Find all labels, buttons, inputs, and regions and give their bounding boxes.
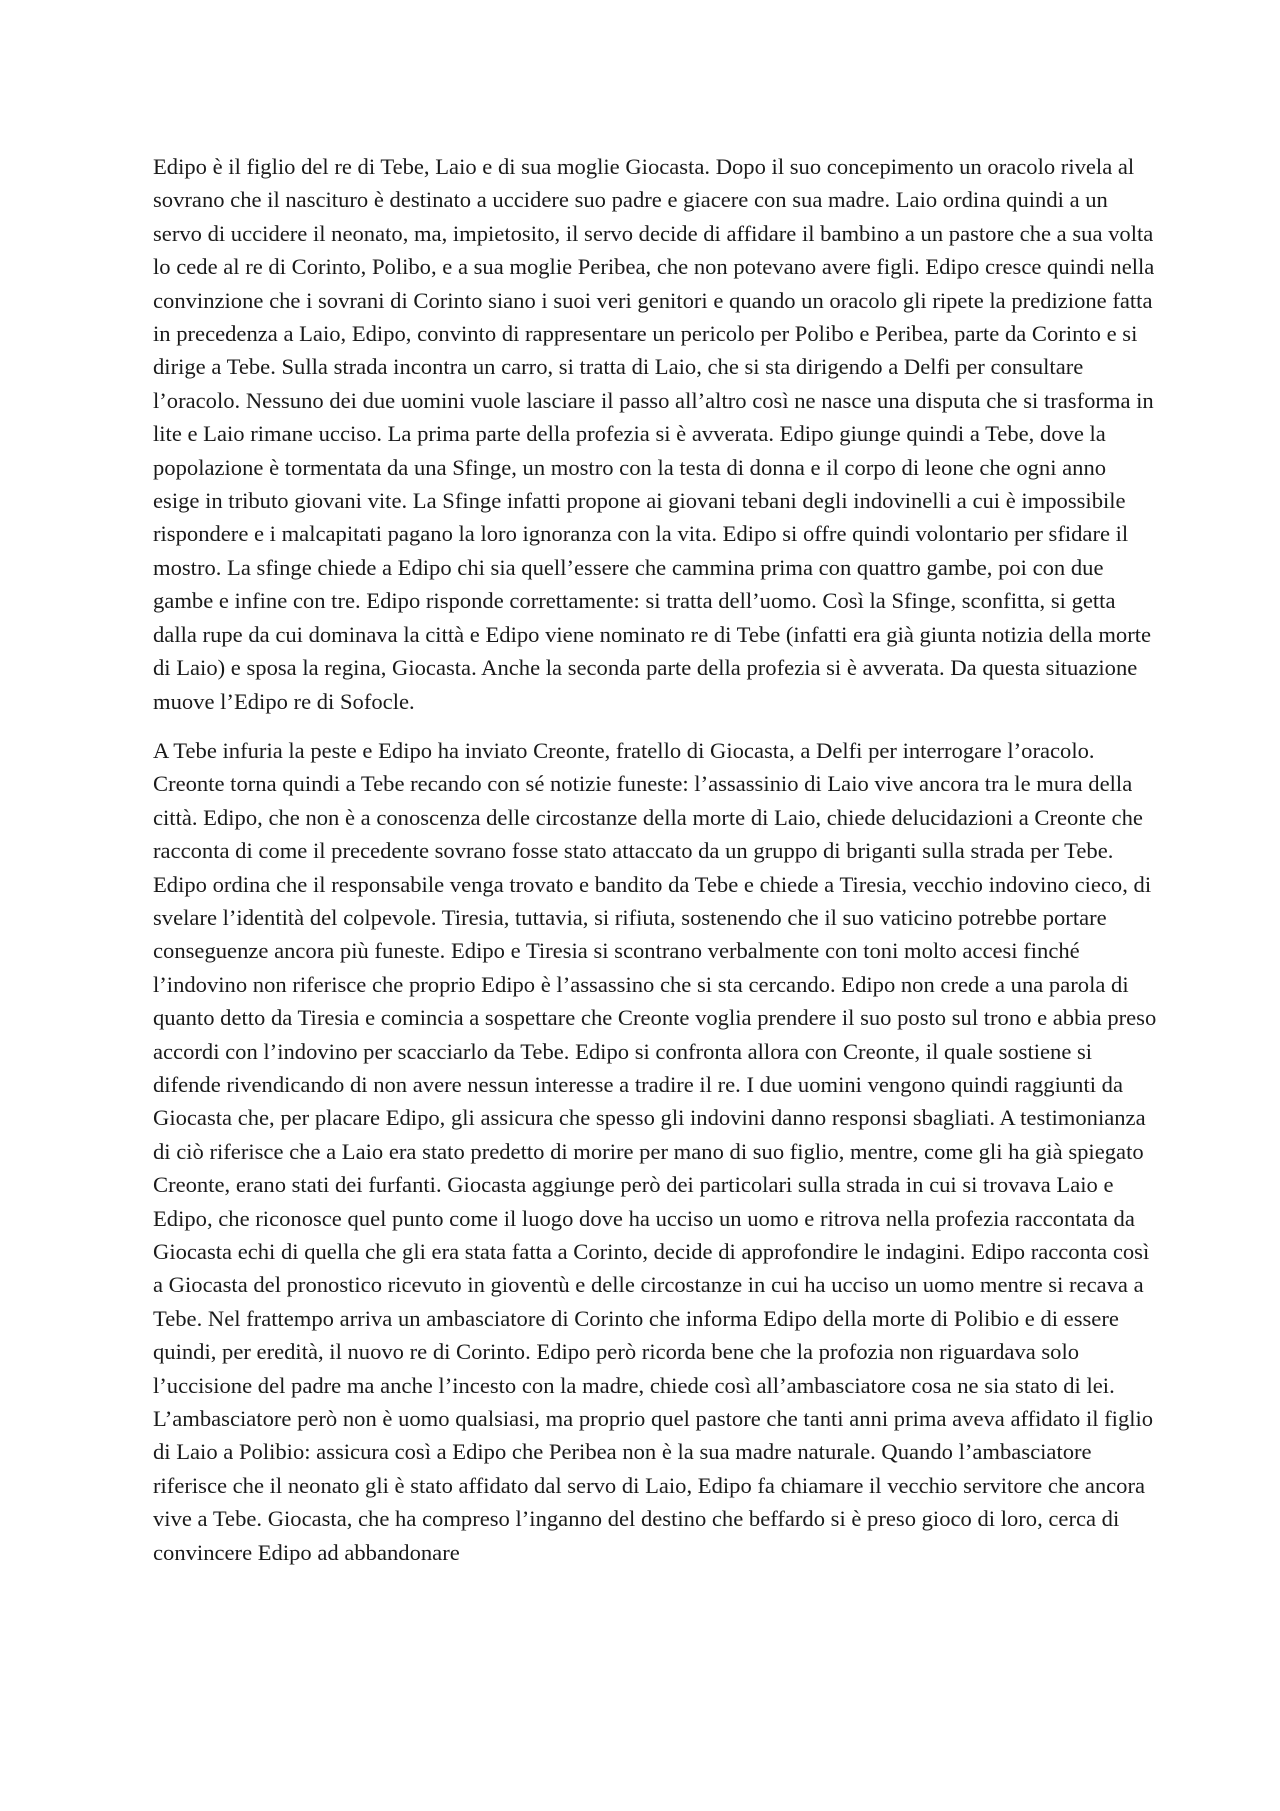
paragraph-1: Edipo è il figlio del re di Tebe, Laio e di sua moglie Giocasta. Dopo il suo concepimento un oracolo rivela al sovrano che il nascituro è destinato a uccidere suo padre e giacere con sua madre. Laio ordina quindi a un servo di uccidere il neonato, ma, impietosito, il servo decide di affidare il bambino a un pastore che a sua volta lo cede al re di Corinto, Polibo, e a sua moglie Peribea, che non potevano avere figli. Edipo cresce quindi nella convinzione che i sovrani di Corinto siano i suoi veri genitori e quando un oracolo gli ripete la predizione fatta in precedenza a Laio, Edipo, convinto di rappresentare un pericolo per Polibo e Peribea, parte da Corinto e si dirige a Tebe. Sulla strada incontra un carro, si tratta di Laio, che si sta dirigendo a Delfi per consultare l’oracolo. Nessuno dei due uomini vuole lasciare il passo all’altro così ne nasce una disputa che si trasforma in lite e Laio rimane ucciso. La prima parte della profezia si è avverata. Edipo giunge quindi a Tebe, dove la popolazione è tormentata da una Sfinge, un mostro con la testa di donna e il corpo di leone che ogni anno esige in tributo giovani vite. La Sfinge infatti propone ai giovani tebani degli indovinelli a cui è impossibile rispondere e i malcapitati pagano la loro ignoranza con la vita. Edipo si offre quindi volontario per sfidare il mostro. La sfinge chiede a Edipo chi sia quell’essere che cammina prima con quattro gambe, poi con due gambe e infine con tre. Edipo risponde correttamente: si tratta dell’uomo. Così la Sfinge, sconfitta, si getta dalla rupe da cui dominava la città e Edipo viene nominato re di Tebe (infatti era già giunta notizia della morte di Laio) e sposa la regina, Giocasta. Anche la seconda parte della profezia si è avverata. Da questa situazione muove l’Edipo re di Sofocle.: [153, 154, 1155, 714]
paragraph-2: A Tebe infuria la peste e Edipo ha inviato Creonte, fratello di Giocasta, a Delfi per interrogare l’oracolo. Creonte torna quindi a Tebe recando con sé notizie funeste: l’assassinio di Laio vive ancora tra le mura della città. Edipo, che non è a conoscenza delle circostanze della morte di Laio, chiede delucidazioni a Creonte che racconta di come il precedente sovrano fosse stato attaccato da un gruppo di briganti sulla strada per Tebe. Edipo ordina che il responsabile venga trovato e bandito da Tebe e chiede a Tiresia, vecchio indovino cieco, di svelare l’identità del colpevole. Tiresia, tuttavia, si rifiuta, sostenendo che il suo vaticino potrebbe portare conseguenze ancora più funeste. Edipo e Tiresia si scontrano verbalmente con toni molto accesi finché l’indovino non riferisce che proprio Edipo è l’assassino che si sta cercando. Edipo non crede a una parola di quanto detto da Tiresia e comincia a sospettare che Creonte voglia prendere il suo posto sul trono e abbia preso accordi con l’indovino per scacciarlo da Tebe. Edipo si confronta allora con Creonte, il quale sostiene si difende rivendicando di non avere nessun interesse a tradire il re. I due uomini vengono quindi raggiunti da Giocasta che, per placare Edipo, gli assicura che spesso gli indovini danno responsi sbagliati. A testimonianza di ciò riferisce che a Laio era stato predetto di morire per mano di suo figlio, mentre, come gli ha già spiegato Creonte, erano stati dei furfanti. Giocasta aggiunge però dei particolari sulla strada in cui si trovava Laio e Edipo, che riconosce quel punto come il luogo dove ha ucciso un uomo e ritrova nella profezia raccontata da Giocasta echi di quella che gli era stata fatta a Corinto, decide di approfondire le indagini. Edipo racconta così a Giocasta del pronostico ricevuto in gioventù e delle circostanze in cui ha ucciso un uomo mentre si recava a Tebe. Nel frattempo arriva un ambasciatore di Corinto che informa Edipo della morte di Polibio e di essere quindi, per eredità, il nuovo re di Corinto. Edipo però ricorda bene che la profozia non riguardava solo l’uccisione del padre ma anche l’incesto con la madre, chiede così all’ambasciatore cosa ne sia stato di lei. L’ambasciatore però non è uomo qualsiasi, ma proprio quel pastore che tanti anni prima aveva affidato il figlio di Laio a Polibio: assicura così a Edipo che Peribea non è la sua madre naturale. Quando l’ambasciatore riferisce che il neonato gli è stato affidato dal servo di Laio, Edipo fa chiamare il vecchio servitore che ancora vive a Tebe. Giocasta, che ha compreso l’inganno del destino che beffardo si è preso gioco di loro, cerca di convincere Edipo ad abbandonare: [153, 737, 1157, 1565]
document-body: [153, 150, 1158, 1569]
